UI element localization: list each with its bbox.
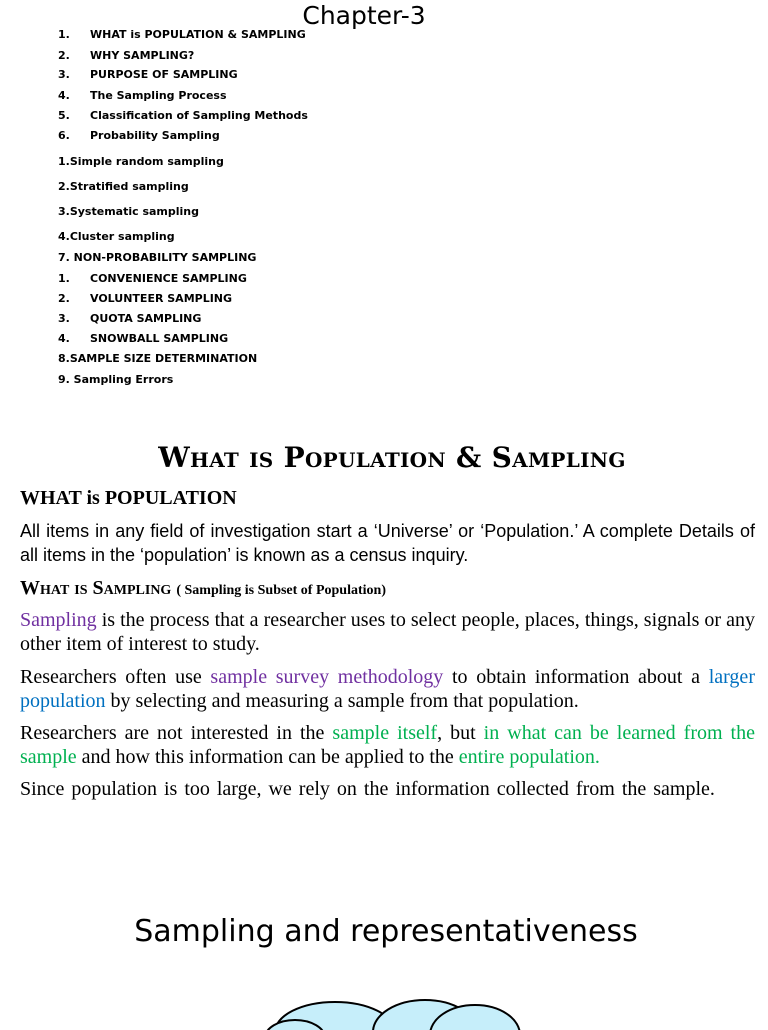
sampling-term: Sampling <box>20 609 97 631</box>
toc-item <box>58 180 189 194</box>
p3-highlight-entire: entire population. <box>458 746 600 768</box>
toc-item-label: 4.Cluster sampling <box>58 230 175 243</box>
toc-item-number: 4. <box>58 89 70 102</box>
p2-text-c: to obtain information about a <box>443 666 709 688</box>
toc-item-number: 3. <box>58 312 70 325</box>
toc-item-label: 2.Stratified sampling <box>58 180 189 193</box>
chapter-title: Chapter-3 <box>302 1 426 30</box>
toc-item <box>58 352 257 366</box>
toc-item-label: PURPOSE OF SAMPLING <box>90 68 238 81</box>
toc-item-number: 4. <box>58 332 70 345</box>
sampling-paragraph-3 <box>20 721 755 769</box>
p3-text-e: and how this information can be applied to the <box>76 746 459 768</box>
toc-item-number: 2. <box>58 49 70 62</box>
sampling-paragraph-2 <box>20 665 755 713</box>
sampling-heading <box>20 576 386 603</box>
toc-item-label: CONVENIENCE SAMPLING <box>90 272 247 285</box>
p2-highlight-methodology: sample survey methodology <box>210 666 444 688</box>
population-heading: WHAT is POPULATION <box>20 487 237 509</box>
sampling-definition: is the process that a researcher uses to select people, places, things, signals or any other item of interest to study. <box>20 609 755 655</box>
section-title: What is Population & Sampling <box>158 441 626 474</box>
p2-text-a: Researchers often use <box>20 666 211 688</box>
toc-item-label: The Sampling Process <box>90 89 227 102</box>
sampling-heading-text: What is Sampling <box>20 577 172 599</box>
cloud-shape <box>240 990 540 1030</box>
p3-text-a: Researchers are not interested in the <box>20 722 333 744</box>
toc-item-number: 5. <box>58 109 70 122</box>
toc-item-label: 8.SAMPLE SIZE DETERMINATION <box>58 352 258 365</box>
p3-text-c: , but <box>437 722 484 744</box>
p2-text-e: by selecting and measuring a sample from that population. <box>105 690 579 712</box>
toc-item-label: Probability Sampling <box>90 129 220 142</box>
toc-item <box>58 373 173 387</box>
sampling-paragraph-4: Since population is too large, we rely on the information collected from the sample. <box>20 778 715 800</box>
toc-item-label: 3.Systematic sampling <box>58 205 200 218</box>
toc-item-label: QUOTA SAMPLING <box>90 312 202 325</box>
sampling-heading-note: ( Sampling is Subset of Population) <box>176 583 386 598</box>
toc-item-label: 7. NON-PROBABILITY SAMPLING <box>58 251 257 264</box>
toc-item <box>58 205 199 219</box>
toc-item-number: 1. <box>58 28 70 41</box>
toc-item-label: 1.Simple random sampling <box>58 155 224 168</box>
toc-item-label: VOLUNTEER SAMPLING <box>90 292 233 305</box>
toc-item-number: 1. <box>58 272 70 285</box>
toc-item-label: Classification of Sampling Methods <box>90 109 308 122</box>
toc-item-number: 6. <box>58 129 70 142</box>
toc-item-label: WHY SAMPLING? <box>90 49 195 62</box>
representativeness-title: Sampling and representativeness <box>134 914 638 949</box>
toc-item-label: 9. Sampling Errors <box>58 373 174 386</box>
toc-item-label: SNOWBALL SAMPLING <box>90 332 229 345</box>
toc-item <box>58 251 256 265</box>
toc-item <box>58 230 175 244</box>
toc-item <box>58 155 224 169</box>
toc-item-number: 3. <box>58 68 70 81</box>
p3-highlight-sample: sample itself <box>332 722 438 744</box>
toc-item-number: 2. <box>58 292 70 305</box>
population-paragraph: All items in any field of investigation start a ‘Universe’ or ‘Population.’ A complete Details of all items in the ‘population’ is known as a census inquiry. <box>20 521 755 565</box>
toc-item-label: WHAT is POPULATION & SAMPLING <box>90 28 306 41</box>
sampling-paragraph-1 <box>20 608 755 656</box>
p2-highlight-population: larger population <box>20 666 755 712</box>
p3-highlight-learned: in what can be learned from the sample <box>20 722 755 768</box>
